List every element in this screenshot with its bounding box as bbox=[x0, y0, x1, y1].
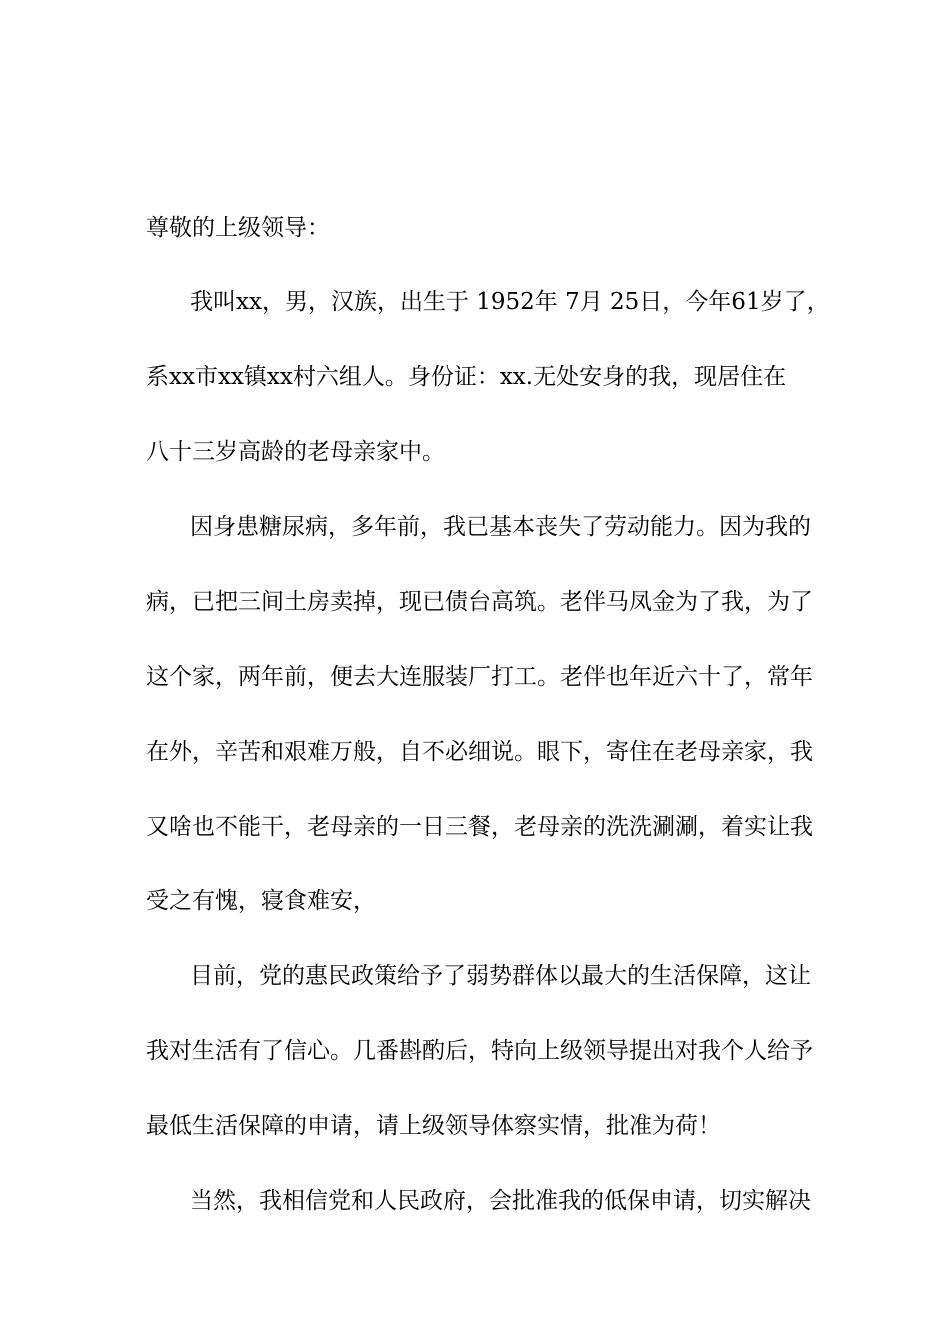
paragraph-line: 病，已把三间土房卖掉，现已债台高筑。老伴马凤金为了我，为了 bbox=[146, 589, 813, 615]
paragraph-line: 八十三岁高龄的老母亲家中。 bbox=[146, 439, 445, 465]
paragraph-line: 我对生活有了信心。几番斟酌后，特向上级领导提出对我个人给予 bbox=[146, 1038, 813, 1064]
paragraph-line: 因身患糖尿病，多年前，我已基本丧失了劳动能力。因为我的 bbox=[190, 514, 811, 540]
paragraph-line: 最低生活保障的申请，请上级领导体察实情，批准为荷！ bbox=[146, 1113, 721, 1139]
paragraph-line: 又啥也不能干，老母亲的一日三餐，老母亲的洗洗涮涮，着实让我 bbox=[146, 814, 813, 840]
paragraph-line: 当然，我相信党和人民政府，会批准我的低保申请，切实解决 bbox=[190, 1188, 811, 1214]
paragraph-line: 我叫xx，男，汉族，出生于 1952年 7月 25日，今年61岁了， bbox=[190, 289, 830, 315]
salutation: 尊敬的上级领导： bbox=[146, 215, 330, 241]
paragraph-line: 目前，党的惠民政策给予了弱势群体以最大的生活保障，这让 bbox=[190, 963, 811, 989]
paragraph-line: 这个家，两年前，便去大连服装厂打工。老伴也年近六十了，常年 bbox=[146, 664, 813, 690]
paragraph-line: 受之有愧，寝食难安， bbox=[146, 888, 376, 914]
paragraph-line: 在外，辛苦和艰难万般，自不必细说。眼下，寄住在老母亲家，我 bbox=[146, 739, 813, 765]
paragraph-line: 系xx市xx镇xx村六组人。身份证：xx.无处安身的我，现居住在 bbox=[146, 364, 787, 390]
